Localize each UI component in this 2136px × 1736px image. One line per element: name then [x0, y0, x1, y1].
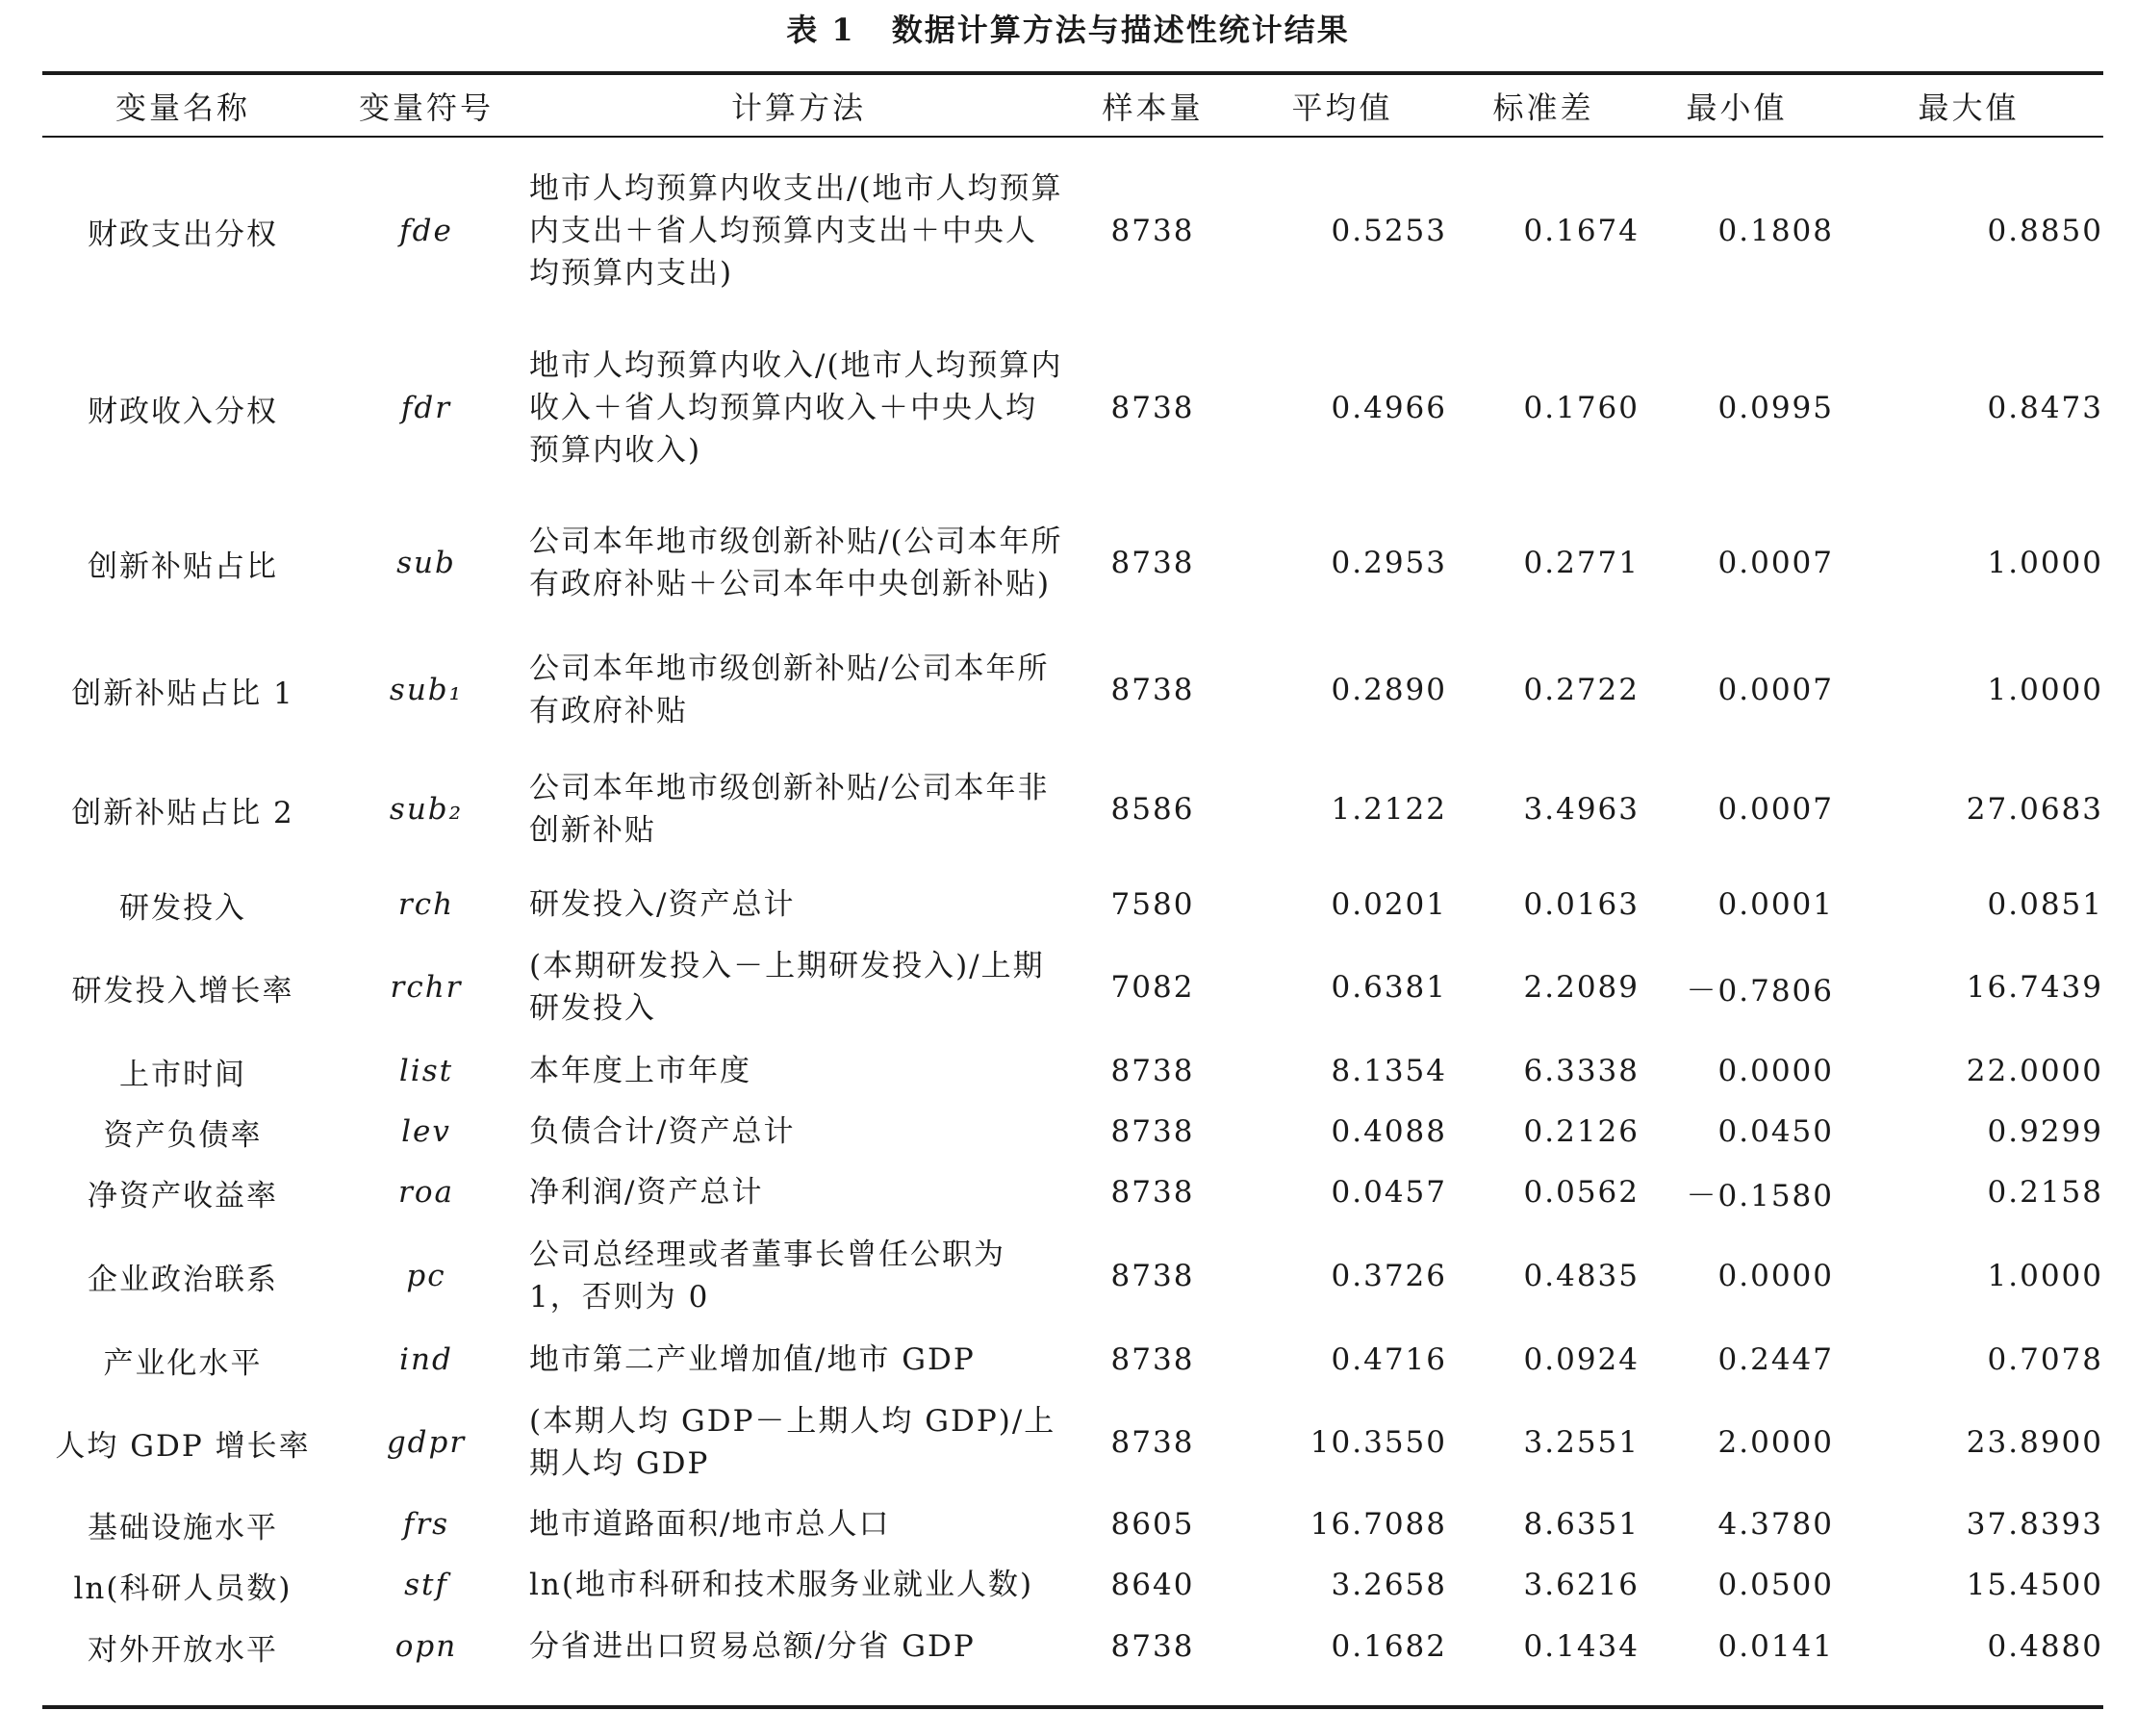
mean-value: 0.0201 [1331, 887, 1447, 922]
table-row [42, 636, 2103, 744]
table-row [42, 875, 2103, 934]
min-value: 0.0000 [1717, 1259, 1834, 1293]
std-dev: 0.4835 [1523, 1259, 1640, 1293]
variable-name: 创新补贴占比 [88, 549, 278, 584]
variable-name: 创新补贴占比 1 [71, 676, 294, 711]
header-name: 变量名称 [114, 89, 250, 126]
sample-size: 8738 [1110, 1175, 1195, 1210]
variable-name: 上市时间 [119, 1057, 246, 1092]
calc-method: 公司本年地市级创新补贴/(公司本年所有政府补贴＋公司本年中央创新补贴) [529, 524, 1063, 601]
variable-symbol: list [398, 1054, 454, 1088]
max-value: 0.7078 [1987, 1342, 2103, 1377]
std-dev: 0.2771 [1523, 546, 1640, 580]
calc-method: 公司本年地市级创新补贴/公司本年所有政府补贴 [529, 651, 1050, 728]
calc-method: 研发投入/资产总计 [529, 887, 796, 922]
header-n: 样本量 [1102, 89, 1204, 126]
min-value: 0.0450 [1717, 1114, 1834, 1149]
min-value: －0.7806 [1686, 973, 1834, 1008]
min-value: 4.3780 [1717, 1507, 1834, 1542]
std-dev: 0.1760 [1523, 391, 1640, 425]
std-dev: 0.0163 [1523, 887, 1640, 922]
table-row [42, 1040, 2103, 1102]
sample-size: 8738 [1110, 391, 1195, 425]
table-row [42, 136, 2103, 326]
variable-symbol: sub₁ [389, 673, 464, 707]
max-value: 1.0000 [1987, 546, 2103, 580]
calc-method: (本期人均 GDP－上期人均 GDP)/上期人均 GDP [529, 1404, 1056, 1481]
mean-value: 0.2953 [1331, 546, 1447, 580]
variable-name: 基础设施水平 [88, 1510, 278, 1545]
sample-size: 7580 [1110, 887, 1195, 922]
calc-method: 地市第二产业增加值/地市 GDP [529, 1342, 976, 1377]
variable-name: ln(科研人员数) [73, 1570, 292, 1606]
std-dev: 2.2089 [1523, 970, 1640, 1005]
std-dev: 0.0562 [1523, 1175, 1640, 1210]
max-value: 0.0851 [1987, 887, 2103, 922]
calc-method: 公司总经理或者董事长曾任公职为 1，否则为 0 [529, 1238, 1005, 1315]
std-dev: 0.2722 [1523, 673, 1640, 707]
variable-name: 净资产收益率 [88, 1178, 278, 1213]
mean-value: 1.2122 [1331, 792, 1447, 827]
min-value: 0.0500 [1717, 1568, 1834, 1602]
calc-method: 地市人均预算内收支出/(地市人均预算内支出＋省人均预算内支出＋中央人均预算内支出) [529, 171, 1063, 291]
sample-size: 8738 [1110, 1259, 1195, 1293]
calc-method: 地市人均预算内收入/(地市人均预算内收入＋省人均预算内收入＋中央人均预算内收入) [529, 348, 1063, 468]
mean-value: 0.6381 [1331, 970, 1447, 1005]
calc-method: 净利润/资产总计 [529, 1175, 764, 1210]
min-value: 0.0001 [1717, 887, 1834, 922]
max-value: 0.4880 [1987, 1629, 2103, 1664]
statistics-table [42, 75, 2103, 1677]
std-dev: 8.6351 [1523, 1507, 1640, 1542]
std-dev: 0.0924 [1523, 1342, 1640, 1377]
mean-value: 0.2890 [1331, 673, 1447, 707]
mean-value: 0.0457 [1331, 1175, 1447, 1210]
variable-symbol: sub₂ [389, 792, 464, 827]
variable-name: 人均 GDP 增长率 [55, 1428, 311, 1464]
table-row [42, 1554, 2103, 1616]
bottom-rule [42, 1705, 2103, 1709]
mean-value: 3.2658 [1331, 1568, 1447, 1602]
max-value: 1.0000 [1987, 1259, 2103, 1293]
variable-symbol: opn [394, 1629, 458, 1664]
table-row [42, 1329, 2103, 1391]
table-row [42, 1616, 2103, 1677]
min-value: 0.0000 [1717, 1054, 1834, 1088]
sample-size: 8738 [1110, 1342, 1195, 1377]
table-row [42, 1102, 2103, 1162]
variable-name: 资产负债率 [103, 1117, 263, 1153]
table-row [42, 744, 2103, 875]
min-value: 0.0007 [1717, 673, 1834, 707]
calc-method: 地市道路面积/地市总人口 [529, 1507, 891, 1542]
sample-size: 8738 [1110, 214, 1195, 248]
max-value: 0.8850 [1987, 214, 2103, 248]
mean-value: 0.3726 [1331, 1259, 1447, 1293]
table-caption: 数据计算方法与描述性统计结果 [891, 12, 1350, 48]
header-mean: 平均值 [1291, 89, 1393, 126]
variable-symbol: gdpr [386, 1425, 467, 1460]
std-dev: 0.2126 [1523, 1114, 1640, 1149]
mean-value: 0.4716 [1331, 1342, 1447, 1377]
variable-symbol: pc [406, 1259, 446, 1293]
header-symbol: 变量符号 [358, 89, 494, 126]
mean-value: 8.1354 [1331, 1054, 1447, 1088]
header-max: 最大值 [1918, 89, 2020, 126]
variable-symbol: stf [404, 1568, 448, 1602]
std-dev: 0.1674 [1523, 214, 1640, 248]
mean-value: 0.4088 [1331, 1114, 1447, 1149]
header-min: 最小值 [1686, 89, 1788, 126]
calc-method: 分省进出口贸易总额/分省 GDP [529, 1629, 976, 1664]
variable-symbol: roa [398, 1175, 454, 1210]
sample-size: 8738 [1110, 1629, 1195, 1664]
variable-symbol: ind [399, 1342, 453, 1377]
table-row [42, 1162, 2103, 1223]
min-value: 0.0007 [1717, 546, 1834, 580]
table-row [42, 934, 2103, 1040]
min-value: 2.0000 [1717, 1425, 1834, 1460]
variable-symbol: fde [399, 214, 453, 248]
mean-value: 0.1682 [1331, 1629, 1447, 1664]
max-value: 0.9299 [1987, 1114, 2103, 1149]
variable-symbol: rchr [390, 970, 463, 1005]
std-dev: 3.2551 [1523, 1425, 1640, 1460]
table-row [42, 326, 2103, 490]
variable-name: 研发投入增长率 [71, 973, 294, 1008]
variable-name: 产业化水平 [103, 1345, 263, 1381]
variable-name: 创新补贴占比 2 [71, 795, 294, 830]
sample-size: 8605 [1110, 1507, 1195, 1542]
variable-symbol: fdr [400, 391, 452, 425]
std-dev: 6.3338 [1523, 1054, 1640, 1088]
variable-name: 企业政治联系 [88, 1262, 278, 1297]
table-body [42, 136, 2103, 1677]
std-dev: 3.6216 [1523, 1568, 1640, 1602]
mean-value: 0.4966 [1331, 391, 1447, 425]
max-value: 16.7439 [1966, 970, 2103, 1005]
calc-method: 本年度上市年度 [529, 1054, 751, 1088]
sample-size: 8738 [1110, 673, 1195, 707]
mean-value: 10.3550 [1310, 1425, 1447, 1460]
sample-size: 8738 [1110, 1114, 1195, 1149]
table-row [42, 1494, 2103, 1554]
calc-method: 负债合计/资产总计 [529, 1114, 796, 1149]
table-row [42, 1391, 2103, 1494]
max-value: 27.0683 [1966, 792, 2103, 827]
sample-size: 8640 [1110, 1568, 1195, 1602]
header-row [42, 75, 2103, 136]
header-sd: 标准差 [1492, 89, 1594, 126]
min-value: 0.0007 [1717, 792, 1834, 827]
table-number: 表 1 [786, 12, 855, 48]
variable-name: 研发投入 [119, 890, 246, 926]
max-value: 15.4500 [1966, 1568, 2103, 1602]
min-value: 0.1808 [1717, 214, 1834, 248]
variable-name: 财政支出分权 [88, 217, 278, 252]
mean-value: 0.5253 [1331, 214, 1447, 248]
sample-size: 8738 [1110, 1054, 1195, 1088]
sample-size: 8586 [1110, 792, 1195, 827]
max-value: 0.8473 [1987, 391, 2103, 425]
max-value: 37.8393 [1966, 1507, 2103, 1542]
max-value: 1.0000 [1987, 673, 2103, 707]
table-title [0, 6, 2136, 50]
variable-symbol: sub [396, 546, 456, 580]
max-value: 22.0000 [1966, 1054, 2103, 1088]
variable-name: 对外开放水平 [88, 1632, 278, 1668]
variable-symbol: lev [401, 1114, 451, 1149]
sample-size: 7082 [1110, 970, 1195, 1005]
min-value: 0.0995 [1717, 391, 1834, 425]
calc-method: ln(地市科研和技术服务业就业人数) [529, 1568, 1034, 1602]
max-value: 23.8900 [1966, 1425, 2103, 1460]
sample-size: 8738 [1110, 546, 1195, 580]
variable-symbol: rch [397, 887, 455, 922]
std-dev: 0.1434 [1523, 1629, 1640, 1664]
min-value: －0.1580 [1686, 1178, 1834, 1213]
sample-size: 8738 [1110, 1425, 1195, 1460]
max-value: 0.2158 [1987, 1175, 2103, 1210]
min-value: 0.2447 [1717, 1342, 1834, 1377]
min-value: 0.0141 [1717, 1629, 1834, 1664]
variable-name: 财政收入分权 [88, 394, 278, 429]
mean-value: 16.7088 [1310, 1507, 1447, 1542]
std-dev: 3.4963 [1523, 792, 1640, 827]
calc-method: (本期研发投入－上期研发投入)/上期研发投入 [529, 949, 1045, 1026]
table-row [42, 1223, 2103, 1329]
header-method: 计算方法 [730, 89, 866, 126]
variable-symbol: frs [402, 1507, 450, 1542]
calc-method: 公司本年地市级创新补贴/公司本年非创新补贴 [529, 771, 1050, 848]
table-row [42, 490, 2103, 636]
